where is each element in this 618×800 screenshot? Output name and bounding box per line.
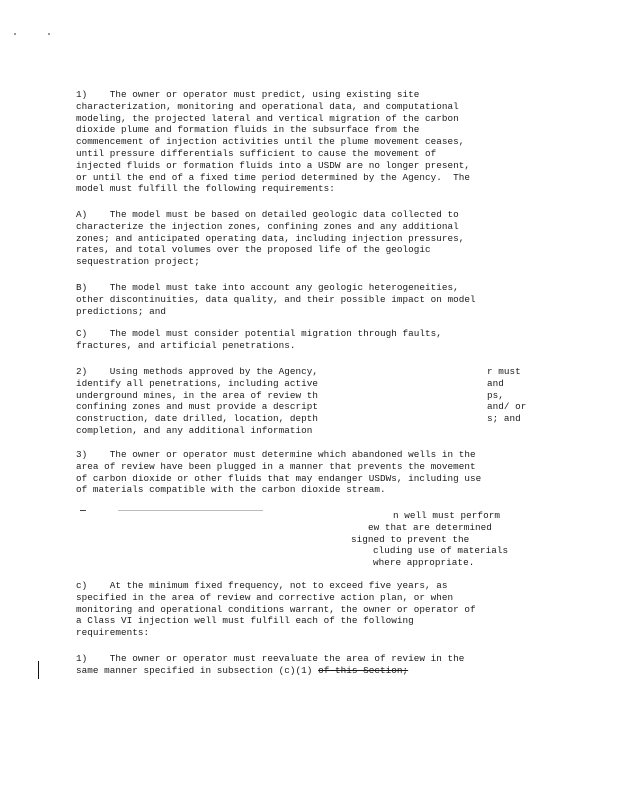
faded-text-fragment [80,510,86,511]
revision-bar [38,661,39,679]
scan-speck [14,33,16,35]
paragraph-C-migration: C) The model must consider potential migration through faults, fractures, and artificial penetrations. [76,328,442,351]
paragraph-c-fixed-frequency: c) At the minimum fixed frequency, not to exceed five years, as specified in the area of review and corrective action plan, or when monitoring and operational conditions warrant, the owner or operator of a Class VI injection well must fulfill each of the following requirements: [76,580,476,639]
paragraph-1-prediction: 1) The owner or operator must predict, using existing site characterization, monitoring and operational data, and computational modeling, the projected lateral and vertical migration of the carbon dioxide plume and formation fluids in the subsurface from the commencement of injection activities until the plume movement ceases, until pressure differentials sufficient to cause the movement of injected fluids or formation fluids into a USDW are no longer present, or until the end of a fixed time period determined by the Agency. The model must fulfill the following requirements: [76,89,471,195]
paragraph-2-penetrations-right: r must and ps, and/ or s; and [487,366,527,425]
faded-text-fragment [118,510,263,511]
paragraph-2-penetrations-left: 2) Using methods approved by the Agency, identify all penetrations, including active underground mines, in the area of review th confining zones and must provide a descript construction, date drilled, location, depth completion, and any additional information [76,366,319,436]
scan-speck [48,33,50,35]
struck-text: of this Section; [318,664,409,676]
paragraph-4-corrective-right: n well must perform ew that are determined signed to prevent the cluding use of materials where appropriate. [351,510,509,569]
paragraph-1-reevaluate: 1) The owner or operator must reevaluate the area of review in the same manner specified in subsection (c)(1) of this Section; [76,653,465,676]
paragraph-3-abandoned-wells: 3) The owner or operator must determine which abandoned wells in the area of review have been plugged in a manner that prevents the movement of carbon dioxide or other fluids that may endanger USDWs, including use of materials compatible with the carbon dioxide stream. [76,449,482,496]
paragraph-B-heterogeneities: B) The model must take into account any geologic heterogeneities, other discontinuities, data quality, and their possible impact on model predictions; and [76,282,476,317]
paragraph-A-model-data: A) The model must be based on detailed geologic data collected to characterize the injection zones, confining zones and any additional zones; and anticipated operating data, including injection pressures, rates, and total volumes over the proposed life of the geologic sequestration project; [76,209,465,268]
